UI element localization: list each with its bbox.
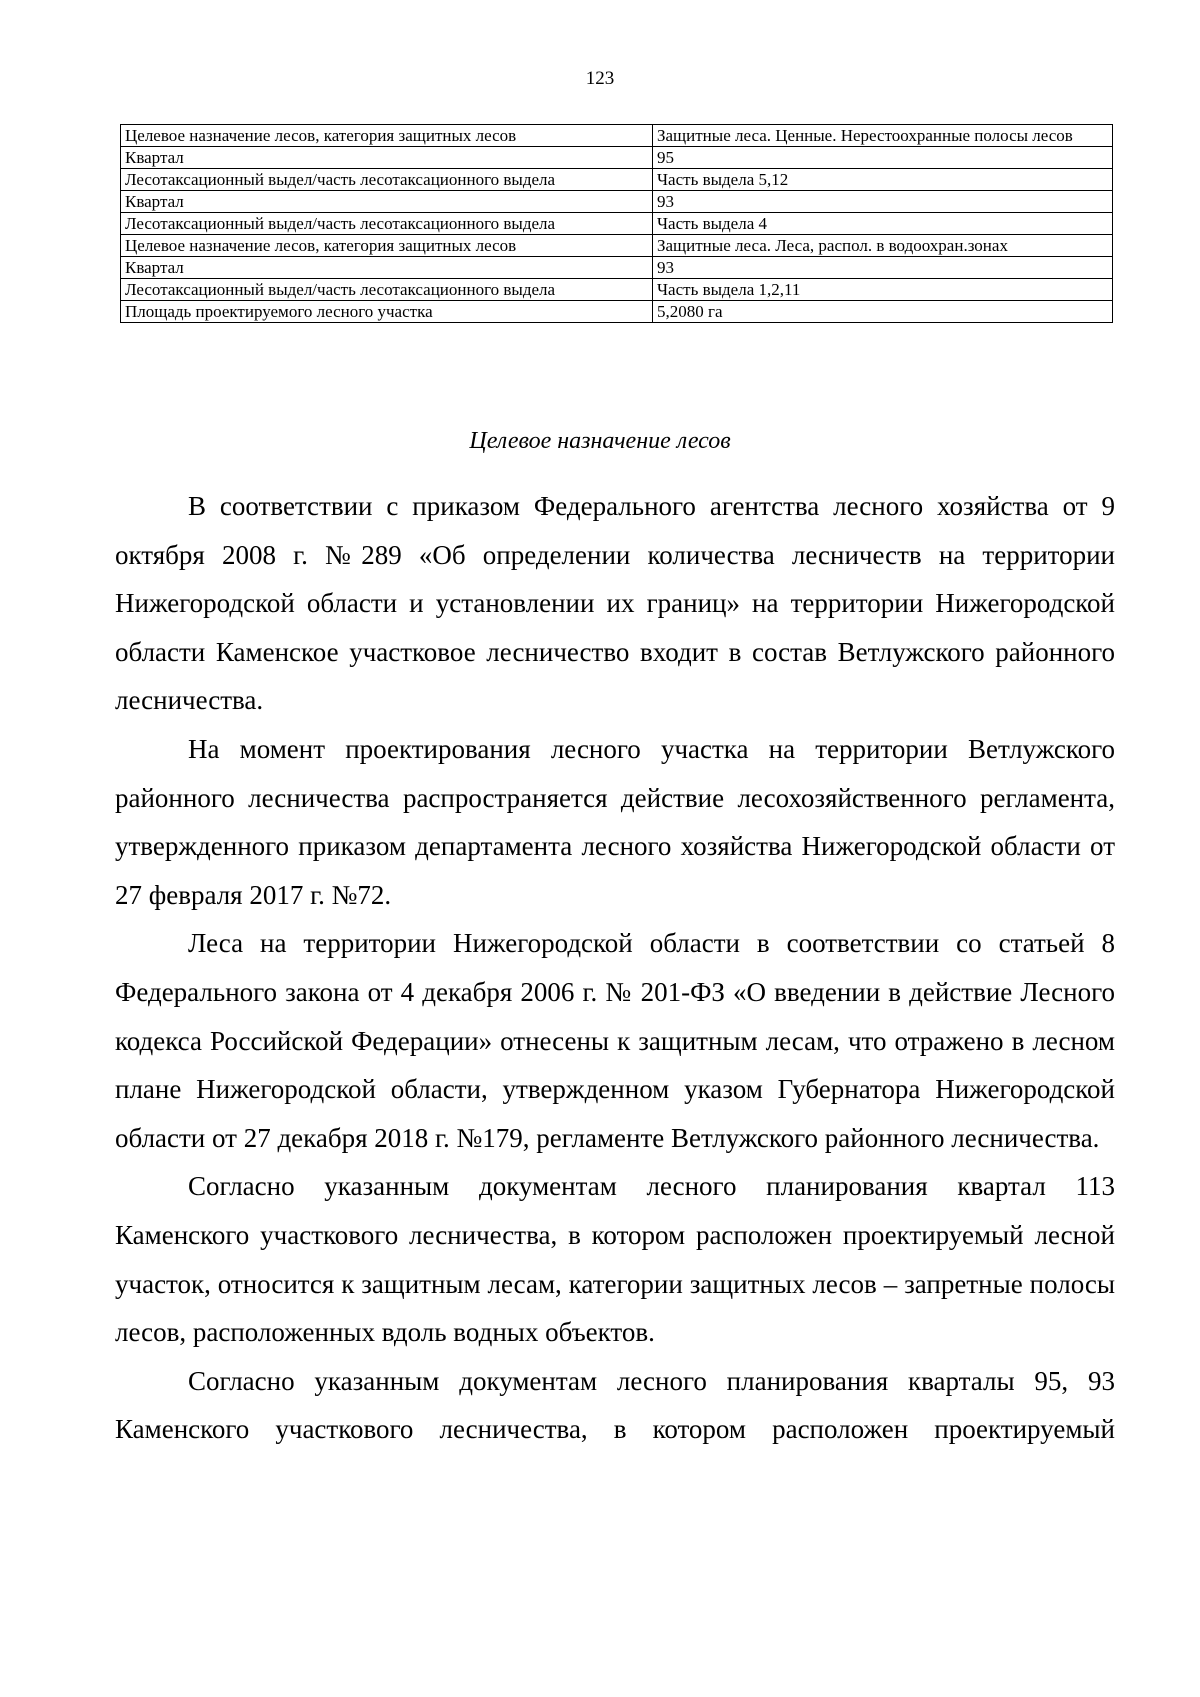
table-row (121, 235, 1113, 257)
table-row (121, 147, 1113, 169)
paragraph: Согласно указанным документам лесного планирования квартал 113 Каменского участкового лесничества, в котором расположен проектируемый лесной участок, относится к защитным лесам, категории защитных лесов – запретные полосы лесов, расположенных вдоль водных объектов. (115, 1171, 1115, 1348)
table-cell-value: 93 (653, 191, 1113, 213)
body-text (115, 482, 1115, 1454)
table-row (121, 301, 1113, 323)
table-row (121, 191, 1113, 213)
table-cell-value: 95 (653, 147, 1113, 169)
table-cell-value: Защитные леса. Ценные. Нерестоохранные полосы лесов (653, 125, 1113, 147)
table-row (121, 279, 1113, 301)
table-cell-key: Целевое назначение лесов, категория защитных лесов (121, 235, 653, 257)
page-number: 123 (585, 68, 615, 89)
section-heading: Целевое назначение лесов (469, 428, 731, 454)
table-cell-value: 5,2080 га (653, 301, 1113, 323)
table-cell-value: Часть выдела 4 (653, 213, 1113, 235)
paragraph: На момент проектирования лесного участка на территории Ветлужского районного лесничества распространяется действие лесохозяйственного регламента, утвержденного приказом департамента лесного хозяйства Нижегородской области от 27 февраля 2017 г. №72. (115, 733, 1115, 910)
table-cell-key: Квартал (121, 257, 653, 279)
table-cell-value: 93 (653, 257, 1113, 279)
table-row (121, 257, 1113, 279)
table-cell-key: Лесотаксационный выдел/часть лесотаксационного выдела (121, 169, 653, 191)
table-cell-key: Лесотаксационный выдел/часть лесотаксационного выдела (121, 213, 653, 235)
table-row (121, 213, 1113, 235)
table-row (121, 125, 1113, 147)
table-cell-key: Квартал (121, 147, 653, 169)
table-row (121, 169, 1113, 191)
table-cell-key: Лесотаксационный выдел/часть лесотаксационного выдела (121, 279, 653, 301)
table-cell-key: Площадь проектируемого лесного участка (121, 301, 653, 323)
table-cell-value: Часть выдела 1,2,11 (653, 279, 1113, 301)
paragraph: Согласно указанным документам лесного планирования кварталы 95, 93 Каменского участкового лесничества, в котором расположен проектируемый (115, 1365, 1115, 1445)
forest-plot-table (120, 124, 1113, 323)
table-cell-key: Квартал (121, 191, 653, 213)
table-cell-value: Защитные леса. Леса, распол. в водоохран.зонах (653, 235, 1113, 257)
table-cell-key: Целевое назначение лесов, категория защитных лесов (121, 125, 653, 147)
paragraph: Леса на территории Нижегородской области в соответствии со статьей 8 Федерального закона от 4 декабря 2006 г. № 201-ФЗ «О введении в действие Лесного кодекса Российской Федерации» отнесены к защитным лесам, что отражено в лесном плане Нижегородской области, утвержденном указом Губернатора Нижегородской области от 27 декабря 2018 г. №179, регламенте Ветлужского районного лесничества. (115, 928, 1115, 1153)
paragraph: В соответствии с приказом Федерального агентства лесного хозяйства от 9 октября 2008 г. №289 «Об определении количества лесничеств на территории Нижегородской области и установлении их границ» на территории Нижегородской области Каменское участковое лесничество входит в состав Ветлужского районного лесничества. (115, 491, 1115, 716)
table-cell-value: Часть выдела 5,12 (653, 169, 1113, 191)
